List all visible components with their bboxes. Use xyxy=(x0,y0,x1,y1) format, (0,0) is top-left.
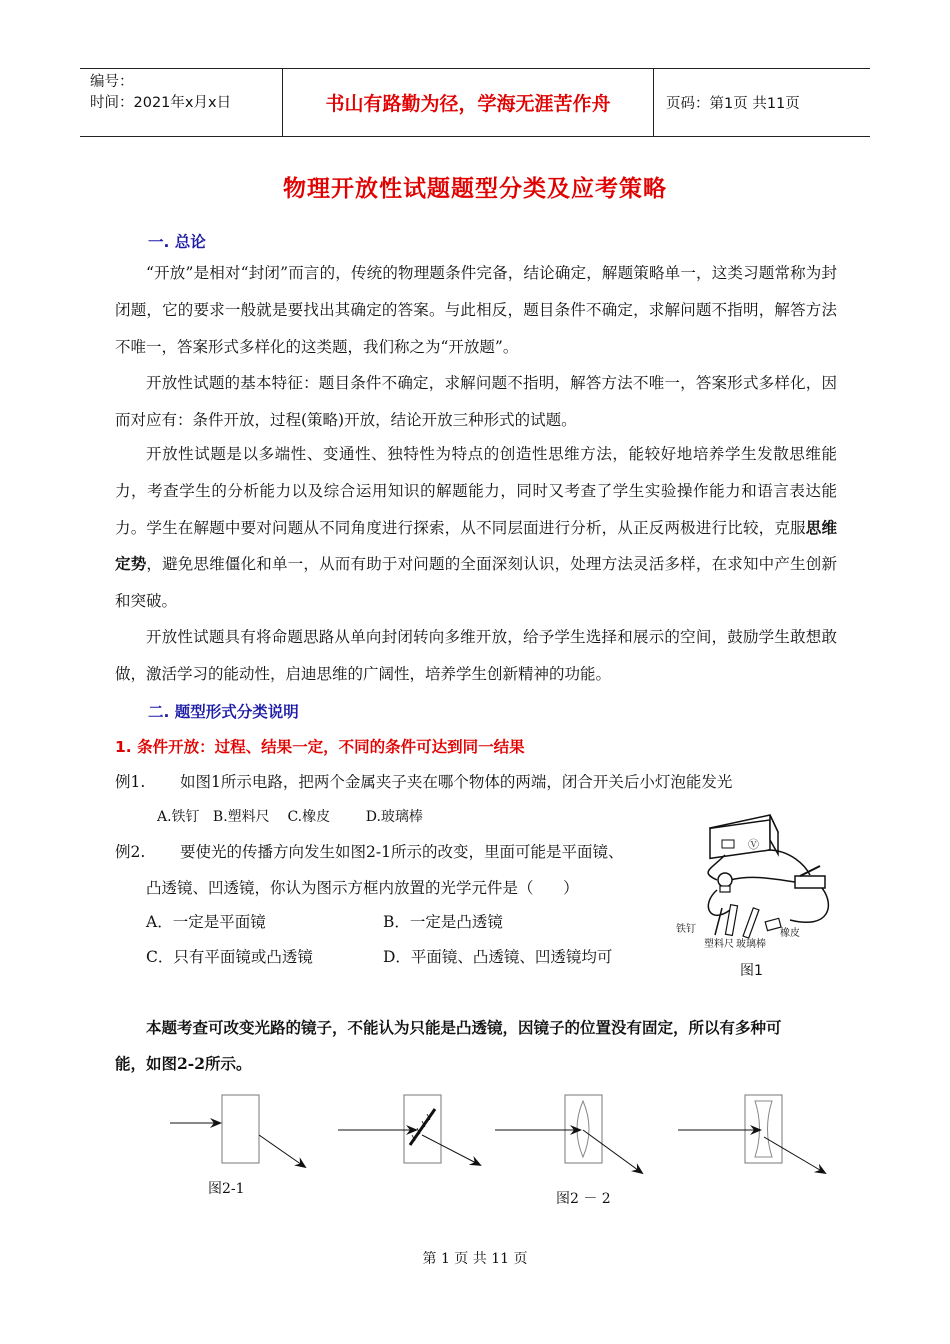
optics-box-plane-mirror xyxy=(338,1095,480,1165)
number-label: 编号： xyxy=(90,74,134,90)
example1-options: A.铁钉 B.塑料尺 C.橡皮 D.玻璃棒 xyxy=(157,809,423,825)
wire xyxy=(708,890,730,915)
svg-text:Ⓥ: Ⓥ xyxy=(748,838,759,851)
section1-paragraph-3 xyxy=(115,436,837,620)
label-glass: 玻璃棒 xyxy=(736,939,766,950)
time-label: 时间：2021年x月x日 xyxy=(90,95,232,111)
figure1-caption: 图1 xyxy=(740,963,763,979)
figure2-2-caption: 图2 － 2 xyxy=(556,1191,611,1207)
header-table xyxy=(80,68,870,137)
p3-part-b: ，避免思维僵化和单一，从而有助于对问题的全面深刻认识，处理方法灵活多样，在求知中产生创新和突破。 xyxy=(115,555,837,611)
analysis-line-2: 能，如图2-2所示。 xyxy=(115,1054,252,1073)
example2-text-2: 凸透镜、凹透镜，你认为图示方框内放置的光学元件是（ ） xyxy=(146,879,579,897)
wire xyxy=(768,850,810,875)
nail-icon xyxy=(715,908,722,935)
figure1-circuit xyxy=(670,810,840,985)
header-meta xyxy=(80,69,282,136)
example2-option-a: A．一定是平面镜 xyxy=(146,913,266,931)
example1-text: 如图1所示电路，把两个金属夹子夹在哪个物体的两端，闭合开关后小灯泡能发光 xyxy=(180,773,733,791)
header-page-label: 页码：第1页 共11页 xyxy=(666,96,800,112)
bulb-icon xyxy=(718,873,732,892)
switch-icon xyxy=(795,866,825,888)
example2-option-d: D．平面镜、凸透镜、凹透镜均可 xyxy=(383,948,613,966)
section1-paragraph-1: “开放”是相对“封闭”而言的，传统的物理题条件完备，结论确定，解题策略单一，这类习题常称为封闭题，它的要求一般就是要找出其确定的答案。与此相反，题目条件不确定，求解问题不指明，解答方法不唯一，答案形式多样化的这类题，我们称之为“开放题”。 xyxy=(115,264,837,356)
figure2-optics xyxy=(160,1085,840,1210)
section2-heading: 二. 题型形式分类说明 xyxy=(148,703,299,721)
ruler-icon xyxy=(725,905,737,936)
optics-box-empty xyxy=(170,1095,305,1167)
glass-rod-icon xyxy=(743,908,759,938)
section1-heading: 一. 总论 xyxy=(148,233,206,251)
optics-box-concave-lens xyxy=(678,1095,825,1173)
example2-option-b: B．一定是凸透镜 xyxy=(383,913,503,931)
p3-bold-term: 思维定势 xyxy=(115,517,837,574)
item1-condition-open: 1. 条件开放：过程、结果一定，不同的条件可达到同一结果 xyxy=(115,738,525,756)
section1-paragraph-2: 开放性试题的基本特征：题目条件不确定，求解问题不指明，解答方法不唯一，答案形式多样化，因而对应有：条件开放，过程(策略)开放，结论开放三种形式的试题。 xyxy=(115,374,837,429)
label-eraser: 橡皮 xyxy=(780,928,800,939)
example2-option-c: C．只有平面镜或凸透镜 xyxy=(146,948,313,966)
example2-text-1: 要使光的传播方向发生如图2-1所示的改变，里面可能是平面镜、 xyxy=(180,843,624,861)
section1-paragraph-4: 开放性试题具有将命题思路从单向封闭转向多维开放，给予学生选择和展示的空间，鼓励学生敢想敢做，激活学习的能动性，启迪思维的广阔性，培养学生创新精神的功能。 xyxy=(115,628,837,683)
analysis-line-1: 本题考查可改变光路的镜子，不能认为只能是凸透镜，因镜子的位置没有固定，所以有多种可 xyxy=(146,1018,782,1037)
wire xyxy=(730,877,795,882)
example2-label: 例2. xyxy=(115,843,146,861)
p3-part-a: 开放性试题是以多端性、变通性、独特性为特点的创造性思维方法，能较好地培养学生发散思维能力，考查学生的分析能力以及综合运用知识的解题能力，同时又考查了学生实验操作能力和语言表达能力。学生在解题中要对问题从不同角度进行探索，从不同层面进行分析，从正反两极进行比较，克服 xyxy=(115,445,837,537)
figure2-1-caption: 图2-1 xyxy=(208,1181,245,1197)
label-nail: 铁钉 xyxy=(676,924,696,935)
label-ruler: 塑料尺 xyxy=(704,939,734,950)
power-supply-icon xyxy=(710,815,778,858)
document-title: 物理开放性试题题型分类及应考策略 xyxy=(283,175,667,202)
footer-page-number: 第 1 页 共 11 页 xyxy=(422,1251,528,1267)
example1-label: 例1. xyxy=(115,773,146,791)
header-motto: 书山有路勤为径，学海无涯苦作舟 xyxy=(282,69,654,136)
optics-box-convex-lens xyxy=(495,1095,642,1173)
wire xyxy=(790,888,828,922)
eraser-icon xyxy=(765,918,781,930)
